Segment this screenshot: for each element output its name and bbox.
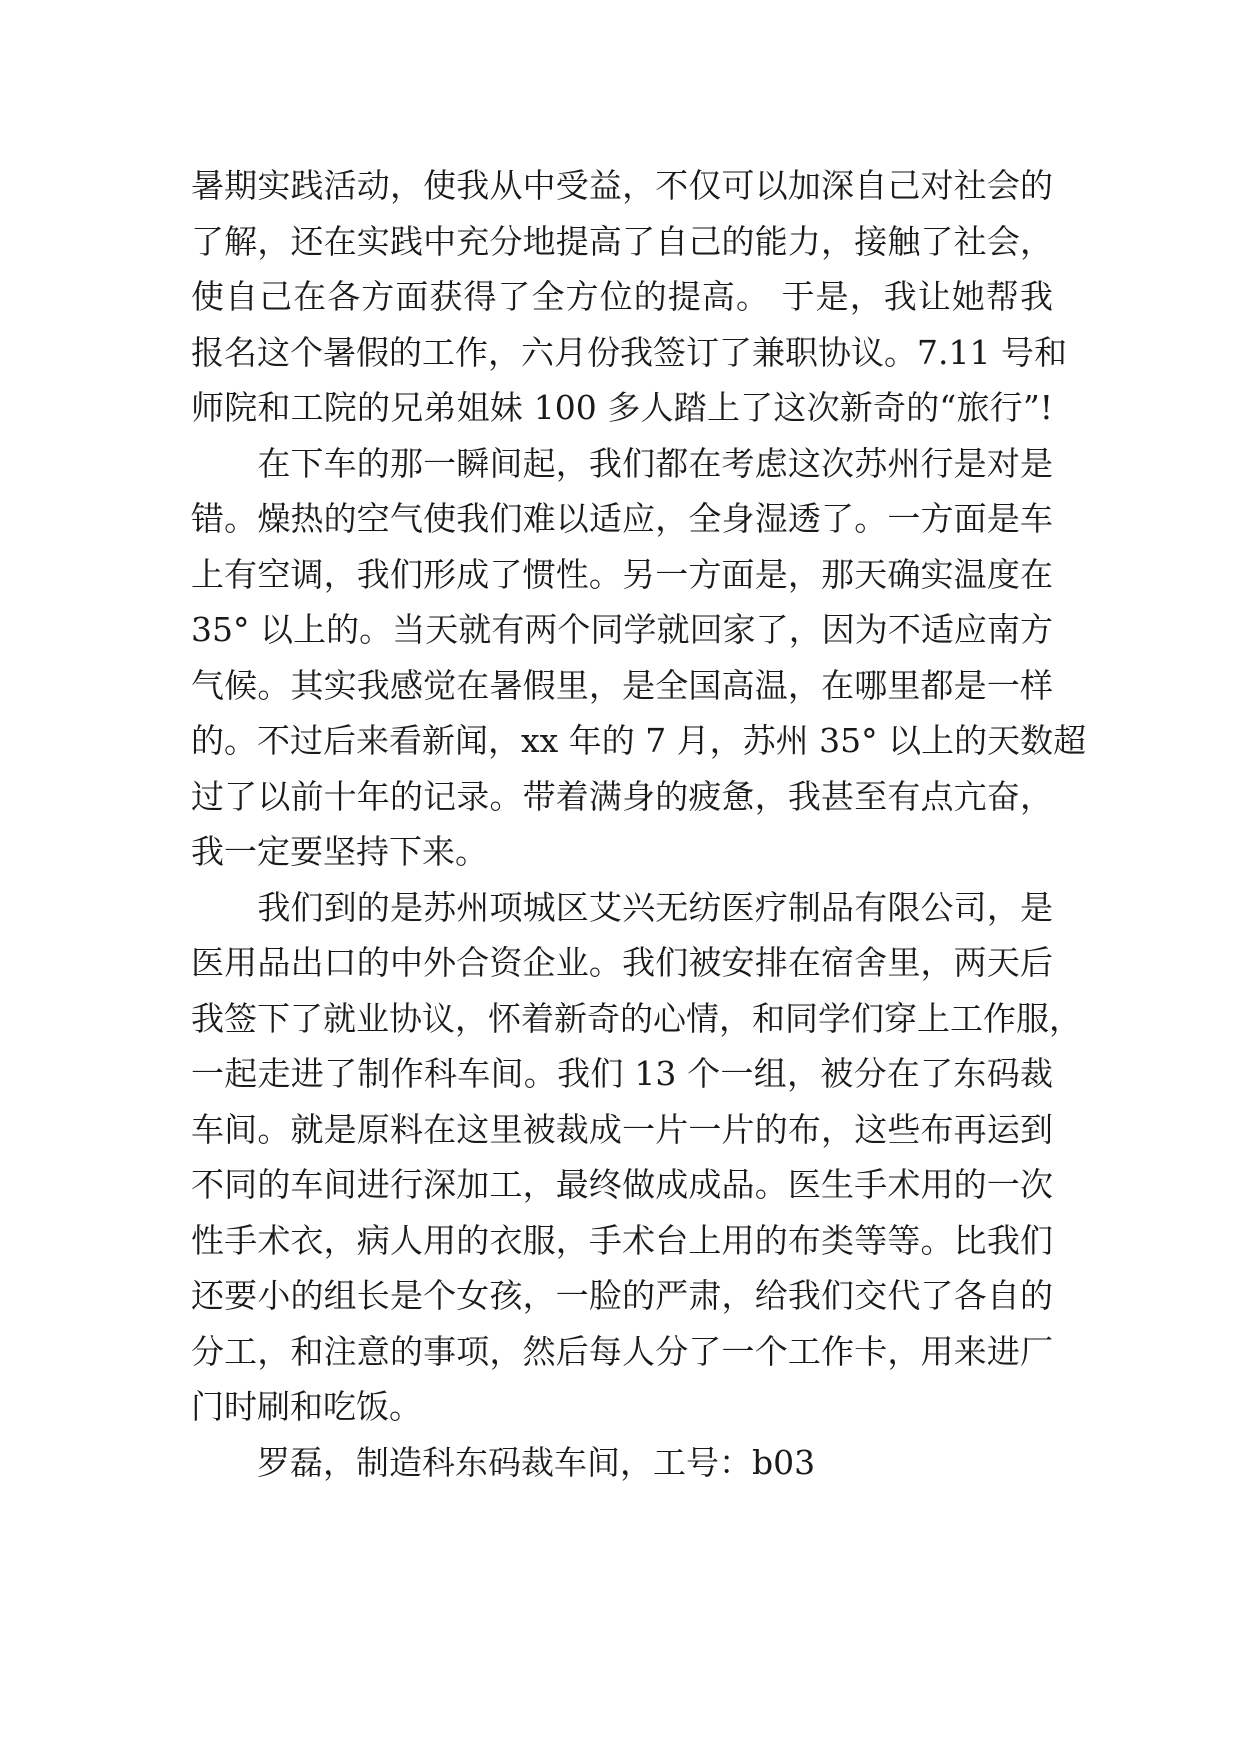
paragraph-4 bbox=[191, 1435, 1053, 1491]
text-line: 了解，还在实践中充分地提高了自己的能力，接触了社会， bbox=[191, 221, 1053, 261]
text-line: 我一定要坚持下来。 bbox=[191, 832, 488, 871]
text-line: 使自己在各方面获得了全方位的提高。 于是，我让她帮我 bbox=[191, 277, 1053, 316]
paragraph-1 bbox=[191, 158, 1067, 436]
text-line: 还要小的组长是个女孩，一脸的严肃，给我们交代了各自的 bbox=[191, 1276, 1053, 1315]
text-line: 暑期实践活动，使我从中受益，不仅可以加深自己对社会的 bbox=[191, 166, 1053, 205]
document-page bbox=[191, 158, 1087, 1490]
text-line: 分工，和注意的事项，然后每人分了一个工作卡，用来进厂 bbox=[191, 1331, 1053, 1371]
text-line: 车间。就是原料在这里被裁成一片一片的布，这些布再运到 bbox=[191, 1109, 1053, 1149]
paragraph-2 bbox=[191, 436, 1087, 880]
text-line: 师院和工院的兄弟姐妹 100 多人踏上了这次新奇的“旅行”! bbox=[191, 388, 1053, 427]
text-line: 罗磊，制造科东码裁车间，工号：b03 bbox=[191, 1442, 816, 1482]
text-line: 门时刷和吃饭。 bbox=[191, 1387, 422, 1426]
text-line: 在下车的那一瞬间起，我们都在考虑这次苏州行是对是 bbox=[191, 443, 1053, 483]
text-line: 过了以前十年的记录。带着满身的疲惫，我甚至有点亢奋， bbox=[191, 776, 1053, 816]
text-line: 我签下了就业协议，怀着新奇的心情，和同学们穿上工作服， bbox=[191, 998, 1082, 1038]
text-line: 错。燥热的空气使我们难以适应，全身湿透了。一方面是车 bbox=[191, 499, 1053, 538]
text-line: 的。不过后来看新闻，xx 年的 7 月，苏州 35° 以上的天数超 bbox=[191, 721, 1087, 760]
text-line: 性手术衣，病人用的衣服，手术台上用的布类等等。比我们 bbox=[191, 1220, 1053, 1260]
text-line: 一起走进了制作科车间。我们 13 个一组，被分在了东码裁 bbox=[191, 1054, 1053, 1093]
text-line: 不同的车间进行深加工，最终做成成品。医生手术用的一次 bbox=[191, 1165, 1053, 1204]
text-line: 我们到的是苏州项城区艾兴无纺医疗制品有限公司，是 bbox=[191, 887, 1053, 927]
text-line: 上有空调，我们形成了惯性。另一方面是，那天确实温度在 bbox=[191, 554, 1053, 594]
text-line: 报名这个暑假的工作，六月份我签订了兼职协议。7.11 号和 bbox=[191, 332, 1067, 372]
text-line: 气候。其实我感觉在暑假里，是全国高温，在哪里都是一样 bbox=[191, 665, 1053, 705]
text-line: 医用品出口的中外合资企业。我们被安排在宿舍里，两天后 bbox=[191, 943, 1053, 982]
paragraph-3 bbox=[191, 880, 1082, 1435]
text-line: 35° 以上的。当天就有两个同学就回家了，因为不适应南方 bbox=[191, 610, 1053, 649]
